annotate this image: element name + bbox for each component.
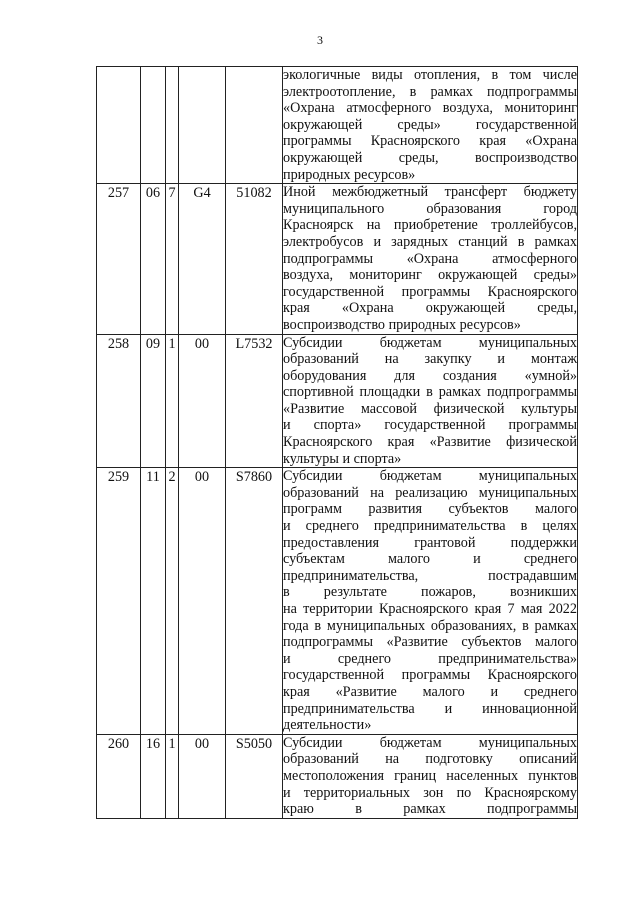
budget-table: [96, 66, 578, 819]
cell-row-number: [97, 184, 141, 334]
description-line: государственной программы Красноярского: [283, 283, 577, 300]
description-line: Красноярского края «Развитие физической: [283, 434, 577, 451]
cell-subsection-value: 1: [168, 335, 176, 352]
cell-subsection: [166, 334, 179, 468]
cell-row-number-value: 259: [107, 469, 130, 486]
description-line: программ развития субъектов малого: [283, 501, 577, 518]
cell-subsection: [166, 67, 179, 184]
cell-section: [141, 184, 166, 334]
table-row: [97, 334, 578, 468]
description-line: года в муниципальных образованиях, в рамках: [283, 617, 577, 634]
description-line: деятельности»: [283, 717, 372, 734]
cell-program-value: 00: [194, 469, 210, 486]
description-line: предоставления грантовой поддержки: [283, 534, 577, 551]
cell-section-value: [141, 67, 165, 68]
table-row: [97, 734, 578, 818]
description-line: государственной программы Красноярского: [283, 667, 577, 684]
cell-program: [179, 67, 226, 184]
description-line: культуры и спорта»: [283, 450, 402, 467]
cell-row-number-value: 260: [107, 735, 130, 752]
cell-row-number: [97, 334, 141, 468]
cell-subsection-value: [166, 67, 178, 68]
cell-row-number-value: 258: [107, 335, 130, 352]
cell-subsection-value: 1: [168, 735, 176, 752]
cell-code: [226, 734, 283, 818]
description-line: на территории Красноярского края 7 мая 2022: [283, 601, 577, 617]
description-line: в результате пожаров, возникших: [283, 584, 577, 601]
description-line: подпрограммы «Охрана атмосферного: [283, 250, 577, 267]
cell-program-value: 00: [194, 735, 210, 752]
cell-section-value: 06: [145, 185, 161, 202]
description-line: электробусов и зарядных станций в рамках: [283, 233, 577, 250]
table-row: [97, 468, 578, 735]
cell-code-value: S5050: [235, 735, 273, 752]
cell-description: [283, 184, 578, 334]
cell-code: [226, 334, 283, 468]
description-line: программы Красноярского края «Охрана: [283, 133, 577, 150]
cell-description: [283, 334, 578, 468]
cell-program: [179, 468, 226, 735]
description-line: «Охрана атмосферного воздуха, мониторинг: [283, 100, 577, 117]
description-line: экологичные виды отопления, в том числе: [283, 67, 577, 83]
cell-subsection-value: 7: [168, 185, 176, 202]
cell-section-value: 11: [146, 469, 160, 486]
description-line: предпринимательства, пострадавшим: [283, 567, 577, 584]
description-line: субъектам малого и среднего: [283, 551, 577, 568]
cell-row-number: [97, 468, 141, 735]
cell-row-number: [97, 67, 141, 184]
description-line: и территориальных зон по Красноярскому: [283, 784, 577, 801]
cell-program: [179, 734, 226, 818]
description-line: и спорта» государственной программы: [283, 417, 577, 434]
cell-section: [141, 67, 166, 184]
description-line: местоположения границ населенных пунктов: [283, 767, 577, 784]
description-line: и среднего предпринимательства в целях: [283, 518, 577, 535]
cell-code: [226, 468, 283, 735]
cell-row-number: [97, 734, 141, 818]
cell-description: [283, 734, 578, 818]
cell-row-number-value: [97, 67, 140, 68]
cell-description: [283, 468, 578, 735]
cell-section: [141, 468, 166, 735]
page-number: 3: [317, 33, 323, 47]
description-line: края «Развитие малого и среднего: [283, 683, 577, 700]
cell-subsection: [166, 184, 179, 334]
cell-description: [283, 67, 578, 184]
description-line: воспроизводство природных ресурсов»: [283, 316, 521, 333]
description-line: электроотопление, в рамках подпрограммы: [283, 83, 577, 100]
description-line: окружающей среды» государственной: [283, 116, 577, 133]
description-line: образований на реализацию муниципальных: [283, 484, 577, 501]
description-line: образований на закупку и монтаж: [283, 351, 577, 368]
description-line: предпринимательства и инновационной: [283, 700, 577, 717]
cell-program-value: G4: [193, 185, 211, 202]
description-line: образований на подготовку описаний: [283, 751, 577, 768]
description-line: Субсидии бюджетам муниципальных: [283, 734, 577, 751]
cell-program-value: [179, 67, 225, 68]
cell-code-value: S7860: [235, 469, 273, 486]
description-line: и среднего предпринимательства»: [283, 650, 577, 667]
cell-program: [179, 334, 226, 468]
cell-code-value: L7532: [235, 335, 273, 352]
cell-code-value: [226, 67, 282, 68]
description-line: природных ресурсов»: [283, 166, 416, 183]
description-line: спортивной площадки в рамках подпрограммы: [283, 384, 577, 401]
cell-section: [141, 334, 166, 468]
cell-code: [226, 184, 283, 334]
table-row: [97, 184, 578, 334]
cell-program: [179, 184, 226, 334]
description-line: края «Охрана окружающей среды,: [283, 300, 577, 317]
cell-program-value: 00: [194, 335, 210, 352]
cell-code-value: 51082: [236, 185, 272, 202]
description-line: подпрограммы «Развитие субъектов малого: [283, 634, 577, 651]
description-line: «Развитие массовой физической культуры: [283, 400, 577, 417]
description-line: Субсидии бюджетам муниципальных: [283, 468, 577, 485]
cell-section: [141, 734, 166, 818]
cell-row-number-value: 257: [107, 185, 130, 202]
description-line: окружающей среды, воспроизводство: [283, 149, 577, 166]
description-line: Красноярск на приобретение троллейбусов,: [283, 217, 577, 234]
description-line: муниципального образования город: [283, 200, 577, 217]
cell-subsection-value: 2: [168, 469, 176, 486]
cell-subsection: [166, 734, 179, 818]
description-line: воздуха, мониторинг окружающей среды»: [283, 267, 577, 284]
description-line: Субсидии бюджетам муниципальных: [283, 334, 577, 351]
description-line: краю в рамках подпрограммы: [283, 801, 577, 818]
table-row: [97, 67, 578, 184]
cell-code: [226, 67, 283, 184]
cell-section-value: 09: [145, 335, 161, 352]
description-line: Иной межбюджетный трансферт бюджету: [283, 184, 577, 201]
cell-section-value: 16: [145, 735, 161, 752]
cell-subsection: [166, 468, 179, 735]
description-line: оборудования для создания «умной»: [283, 367, 577, 384]
